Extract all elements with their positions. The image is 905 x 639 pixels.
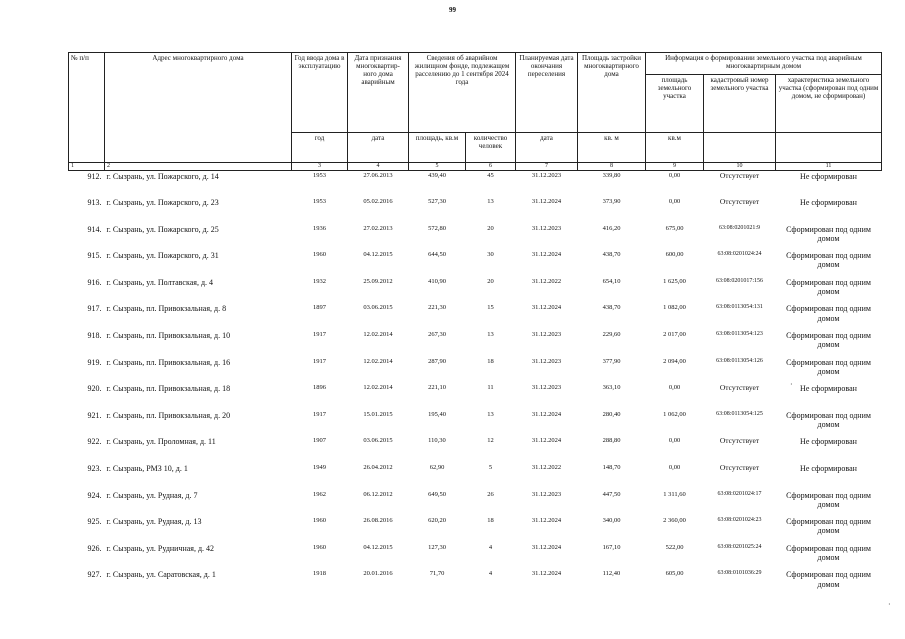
- year-cell: 1917: [313, 331, 326, 339]
- address-cell: г. Сызрань, пл. Привокзальная, д. 18: [106, 384, 231, 394]
- recognition-date-cell: 06.12.2012: [363, 490, 393, 498]
- land-area-cell: 522,00: [665, 543, 684, 551]
- people-count-cell: 20: [487, 224, 494, 232]
- area-cell: 439,40: [428, 172, 446, 179]
- cadastral-number-cell: 63:08:0113054:126: [716, 357, 763, 364]
- land-area-cell: 675,00: [665, 224, 684, 232]
- address-cell: г. Сызрань, ул. Проломная, д. 11: [106, 437, 216, 447]
- table-row: [69, 463, 882, 490]
- row-number: 913.: [87, 198, 102, 208]
- land-characteristic-cell: Сформирован под одним домом: [786, 304, 871, 323]
- people-count-cell: 20: [487, 277, 494, 285]
- area-cell: 644,50: [428, 251, 446, 259]
- people-count-cell: 30: [487, 251, 494, 259]
- cadastral-number-cell: 63:08:0201025:24: [717, 543, 762, 550]
- cadastral-number-cell: 63:08:0113054:123: [716, 331, 763, 338]
- footprint-cell: 377,90: [602, 357, 621, 365]
- recognition-date-cell: 25.09.2012: [363, 277, 393, 285]
- header-footprint: Площадь застройки многоквартирного дома: [578, 53, 646, 133]
- address-cell: г. Сызрань, ул. Рудная, д. 7: [106, 490, 198, 500]
- header-land-area: площадь земельного участка: [646, 75, 704, 133]
- cadastral-number-cell: Отсутствует: [719, 197, 760, 207]
- cadastral-number-cell: Отсутствует: [719, 383, 760, 393]
- land-area-cell: 0,00: [668, 464, 681, 472]
- column-number: 7: [516, 163, 578, 171]
- recognition-date-cell: 26.08.2016: [363, 517, 393, 525]
- area-cell: 110,30: [428, 437, 446, 445]
- land-characteristic-cell: Сформирован под одним домом: [786, 357, 871, 376]
- planned-date-cell: 31.12.2023: [531, 224, 562, 232]
- land-characteristic-cell: Сформирован под одним домом: [786, 517, 871, 536]
- footprint-cell: 339,80: [602, 172, 621, 179]
- header-recognition: Дата признания многоквартир-ного дома аварийным: [348, 53, 409, 133]
- land-area-cell: 2 360,00: [663, 517, 686, 525]
- table-header: [69, 53, 882, 171]
- row-number: 916.: [87, 277, 102, 287]
- footprint-cell: 447,50: [602, 490, 621, 498]
- land-characteristic-cell: Сформирован под одним домом: [786, 543, 871, 562]
- footprint-cell: 112,40: [602, 570, 621, 578]
- land-characteristic-cell: Сформирован под одним домом: [786, 490, 871, 509]
- cadastral-number-cell: 63:08:0201024:24: [717, 251, 762, 258]
- row-number: 921.: [87, 410, 102, 420]
- column-number: 1: [69, 163, 105, 171]
- column-number: 10: [704, 163, 776, 171]
- header-cadastral: кадастровый номер земельного участка: [704, 75, 776, 133]
- unit-cadastral: [704, 133, 776, 163]
- address-cell: г. Сызрань, ул. Пожарского, д. 25: [106, 224, 219, 234]
- row-number: 920.: [87, 384, 102, 394]
- land-characteristic-cell: Сформирован под одним домом: [786, 277, 871, 297]
- cadastral-number-cell: 63:08:0201021:9: [718, 224, 760, 231]
- planned-date-cell: 31.12.2024: [531, 517, 562, 525]
- land-characteristic-cell: Сформирован под одним домом: [786, 331, 871, 350]
- area-cell: 71,70: [429, 570, 445, 578]
- unit-people: количество человек: [466, 133, 516, 163]
- column-number-row: [69, 163, 882, 171]
- footprint-cell: 148,70: [602, 464, 621, 472]
- area-cell: 620,20: [428, 517, 446, 525]
- land-characteristic-cell: Сформирован под одним домом: [786, 410, 871, 430]
- year-cell: 1953: [313, 172, 326, 179]
- recognition-date-cell: 12.02.2014: [363, 384, 393, 392]
- footprint-cell: 438,70: [602, 251, 621, 259]
- address-cell: г. Сызрань, пл. Привокзальная, д. 10: [106, 331, 231, 341]
- recognition-date-cell: 12.02.2014: [363, 331, 393, 339]
- header-address: Адрес многоквартирного дома: [105, 53, 292, 163]
- year-cell: 1960: [313, 543, 326, 551]
- year-cell: 1918: [313, 570, 326, 578]
- row-number: 917.: [87, 304, 102, 314]
- table-row: [69, 197, 882, 224]
- unit-recognition: дата: [348, 133, 409, 163]
- area-cell: 287,90: [428, 357, 446, 365]
- row-number: 918.: [87, 331, 102, 341]
- people-count-cell: 13: [487, 331, 494, 339]
- table-row: [69, 250, 882, 277]
- land-characteristic-cell: Не сформирован: [800, 198, 857, 208]
- recognition-date-cell: 05.02.2016: [363, 198, 393, 206]
- table-row: [69, 410, 882, 437]
- planned-date-cell: 31.12.2023: [531, 172, 562, 179]
- row-number: 915.: [87, 251, 102, 261]
- table-row: [69, 543, 882, 570]
- row-number: 926.: [87, 543, 102, 553]
- column-number: 11: [776, 163, 882, 171]
- recognition-date-cell: 27.02.2013: [363, 224, 393, 232]
- recognition-date-cell: 12.02.2014: [363, 357, 393, 365]
- planned-date-cell: 31.12.2022: [531, 277, 562, 285]
- land-area-cell: 605,00: [665, 570, 684, 578]
- planned-date-cell: 31.12.2024: [531, 304, 562, 312]
- address-cell: г. Сызрань, ул. Полтавская, д. 4: [106, 277, 214, 287]
- year-cell: 1917: [313, 410, 326, 418]
- area-cell: 527,30: [428, 198, 446, 206]
- footprint-cell: 167,10: [602, 543, 621, 551]
- land-area-cell: 0,00: [668, 198, 681, 206]
- planned-date-cell: 31.12.2023: [531, 490, 562, 498]
- footprint-cell: 438,70: [602, 304, 621, 312]
- row-number: 925.: [87, 517, 102, 527]
- header-land-info: Информация о формировании земельного участка под аварийным многоквартирным домом: [646, 53, 882, 75]
- footprint-cell: 373,90: [602, 198, 621, 206]
- people-count-cell: 12: [487, 437, 494, 445]
- row-number: 919.: [87, 357, 102, 367]
- year-cell: 1960: [313, 517, 326, 525]
- land-characteristic-cell: Не сформирован: [800, 464, 857, 474]
- unit-land-area: кв.м: [646, 133, 704, 163]
- table-row: [69, 277, 882, 304]
- land-area-cell: 0,00: [668, 172, 681, 179]
- footprint-cell: 280,40: [602, 410, 621, 418]
- planned-date-cell: 31.12.2024: [531, 543, 562, 551]
- address-cell: г. Сызрань, ул. Пожарского, д. 31: [106, 251, 219, 261]
- cadastral-number-cell: Отсутствует: [719, 171, 760, 180]
- table-row: [69, 436, 882, 463]
- year-cell: 1953: [313, 198, 326, 206]
- recognition-date-cell: 26.04.2012: [363, 464, 393, 472]
- address-cell: г. Сызрань, ул. Рудничная, д. 42: [106, 543, 215, 553]
- area-cell: 127,30: [428, 543, 446, 551]
- cadastral-number-cell: 63:08:0113054:125: [716, 410, 763, 417]
- column-number: 3: [292, 163, 348, 171]
- planned-date-cell: 31.12.2024: [531, 198, 562, 206]
- table-row: [69, 516, 882, 543]
- area-cell: 195,40: [428, 410, 446, 418]
- recognition-date-cell: 04.12.2015: [363, 251, 393, 259]
- people-count-cell: 18: [487, 517, 494, 525]
- recognition-date-cell: 04.12.2015: [363, 543, 393, 551]
- recognition-date-cell: 03.06.2015: [363, 304, 393, 312]
- year-cell: 1960: [313, 251, 326, 259]
- header-no: № п/п: [69, 53, 105, 163]
- table-row: [69, 383, 882, 410]
- land-area-cell: 2 094,00: [663, 357, 686, 365]
- row-number: 923.: [87, 464, 102, 474]
- footprint-cell: 340,00: [602, 517, 621, 525]
- address-cell: г. Сызрань, пл. Привокзальная, д. 8: [106, 304, 227, 314]
- table-row: [69, 330, 882, 357]
- people-count-cell: 26: [487, 490, 494, 498]
- scan-speck: ·: [790, 380, 793, 389]
- row-number: 914.: [87, 224, 102, 234]
- land-characteristic-cell: Сформирован под одним домом: [786, 251, 871, 270]
- footprint-cell: 416,20: [602, 224, 621, 232]
- people-count-cell: 13: [487, 198, 494, 206]
- footprint-cell: 288,80: [602, 437, 621, 445]
- table-row: [69, 171, 882, 198]
- people-count-cell: 18: [487, 357, 494, 365]
- column-number: 9: [646, 163, 704, 171]
- table-row: [69, 303, 882, 330]
- area-cell: 649,50: [428, 490, 446, 498]
- people-count-cell: 13: [487, 410, 494, 418]
- land-area-cell: 1 311,60: [663, 490, 686, 498]
- recognition-date-cell: 27.06.2013: [363, 172, 393, 179]
- year-cell: 1907: [313, 437, 326, 445]
- planned-date-cell: 31.12.2023: [531, 331, 562, 339]
- planned-date-cell: 31.12.2024: [531, 437, 562, 445]
- unit-area: площадь, кв.м: [409, 133, 466, 163]
- unit-characteristic: [776, 133, 882, 163]
- table-row: [69, 569, 882, 596]
- land-characteristic-cell: Не сформирован: [800, 437, 857, 447]
- header-year: Год ввода дома в эксплуатацию: [292, 53, 348, 133]
- land-area-cell: 2 017,00: [663, 331, 686, 339]
- year-cell: 1897: [313, 304, 326, 312]
- land-characteristic-cell: Не сформирован: [800, 384, 857, 394]
- land-area-cell: 600,00: [665, 251, 684, 259]
- area-cell: 221,30: [428, 304, 446, 312]
- column-number: 5: [409, 163, 466, 171]
- land-area-cell: 1 082,00: [663, 304, 686, 312]
- header-fund: Сведения об аварийном жилищном фонде, подлежащем расселению до 1 сентября 2024 года: [409, 53, 516, 133]
- area-cell: 410,90: [428, 277, 446, 285]
- address-cell: г. Сызрань, РМЗ 10, д. 1: [106, 464, 188, 474]
- page-number: 99: [449, 6, 456, 14]
- address-cell: г. Сызрань, пл. Привокзальная, д. 16: [106, 357, 231, 367]
- row-number: 922.: [87, 437, 102, 447]
- planned-date-cell: 31.12.2022: [531, 464, 562, 472]
- land-characteristic-cell: Сформирован под одним домом: [786, 224, 871, 243]
- footprint-cell: 363,10: [602, 384, 621, 392]
- table-body: [69, 171, 882, 597]
- address-cell: г. Сызрань, пл. Привокзальная, д. 20: [106, 410, 231, 420]
- table-row: [69, 490, 882, 517]
- year-cell: 1932: [313, 277, 326, 285]
- people-count-cell: 45: [487, 172, 494, 179]
- planned-date-cell: 31.12.2024: [531, 410, 562, 418]
- row-number: 927.: [87, 570, 102, 580]
- unit-planned: дата: [516, 133, 578, 163]
- people-count-cell: 4: [488, 543, 493, 551]
- footprint-cell: 229,60: [602, 331, 621, 339]
- header-planned: Планируемая дата окончания переселения: [516, 53, 578, 133]
- planned-date-cell: 31.12.2023: [531, 357, 562, 365]
- row-number: 912.: [87, 172, 102, 181]
- recognition-date-cell: 03.06.2015: [363, 437, 393, 445]
- year-cell: 1936: [313, 224, 326, 232]
- table-row: [69, 224, 882, 251]
- year-cell: 1962: [313, 490, 326, 498]
- area-cell: 572,80: [428, 224, 446, 232]
- column-number: 6: [466, 163, 516, 171]
- address-cell: г. Сызрань, ул. Пожарского, д. 23: [106, 198, 219, 208]
- area-cell: 62,90: [429, 464, 445, 472]
- planned-date-cell: 31.12.2024: [531, 251, 562, 259]
- people-count-cell: 4: [488, 570, 493, 578]
- housing-registry-table: [68, 52, 882, 596]
- land-area-cell: 1 625,00: [663, 277, 686, 285]
- address-cell: г. Сызрань, ул. Пожарского, д. 14: [106, 172, 219, 181]
- land-area-cell: 0,00: [668, 384, 681, 392]
- land-characteristic-cell: Не сформирован: [800, 172, 857, 181]
- recognition-date-cell: 20.01.2016: [363, 570, 393, 578]
- land-characteristic-cell: Сформирован под одним домом: [786, 570, 871, 589]
- year-cell: 1896: [313, 384, 326, 392]
- people-count-cell: 15: [487, 304, 494, 312]
- land-area-cell: 0,00: [668, 437, 681, 445]
- table-row: [69, 357, 882, 384]
- cadastral-number-cell: 63:08:0113054:131: [716, 304, 763, 311]
- planned-date-cell: 31.12.2024: [531, 570, 562, 578]
- cadastral-number-cell: 63:08:0201024:17: [717, 490, 762, 497]
- column-number: 8: [578, 163, 646, 171]
- header-characteristic: характеристика земельного участка (сформирован под одним домом, не сформирован): [776, 75, 882, 133]
- recognition-date-cell: 15.01.2015: [363, 410, 393, 418]
- cadastral-number-cell: Отсутствует: [719, 463, 760, 473]
- unit-footprint: кв. м: [578, 133, 646, 163]
- planned-date-cell: 31.12.2023: [531, 384, 562, 392]
- address-cell: г. Сызрань, ул. Саратовская, д. 1: [106, 570, 216, 580]
- land-area-cell: 1 062,00: [663, 410, 686, 418]
- column-number: 4: [348, 163, 409, 171]
- cadastral-number-cell: 63:08:0101036:29: [717, 570, 762, 577]
- year-cell: 1917: [313, 357, 326, 365]
- people-count-cell: 5: [488, 464, 493, 472]
- area-cell: 221,10: [428, 384, 446, 392]
- column-number: 2: [105, 163, 292, 171]
- scan-speck: ·: [888, 600, 891, 609]
- cadastral-number-cell: 63:08:0201017:156: [715, 277, 763, 284]
- unit-year: год: [292, 133, 348, 163]
- row-number: 924.: [87, 490, 102, 500]
- cadastral-number-cell: 63:08:0201024:23: [717, 517, 762, 524]
- people-count-cell: 11: [487, 384, 494, 392]
- year-cell: 1949: [313, 464, 326, 472]
- address-cell: г. Сызрань, ул. Рудная, д. 13: [106, 517, 202, 527]
- footprint-cell: 654,10: [602, 277, 621, 285]
- cadastral-number-cell: Отсутствует: [719, 436, 760, 446]
- area-cell: 267,30: [428, 331, 446, 339]
